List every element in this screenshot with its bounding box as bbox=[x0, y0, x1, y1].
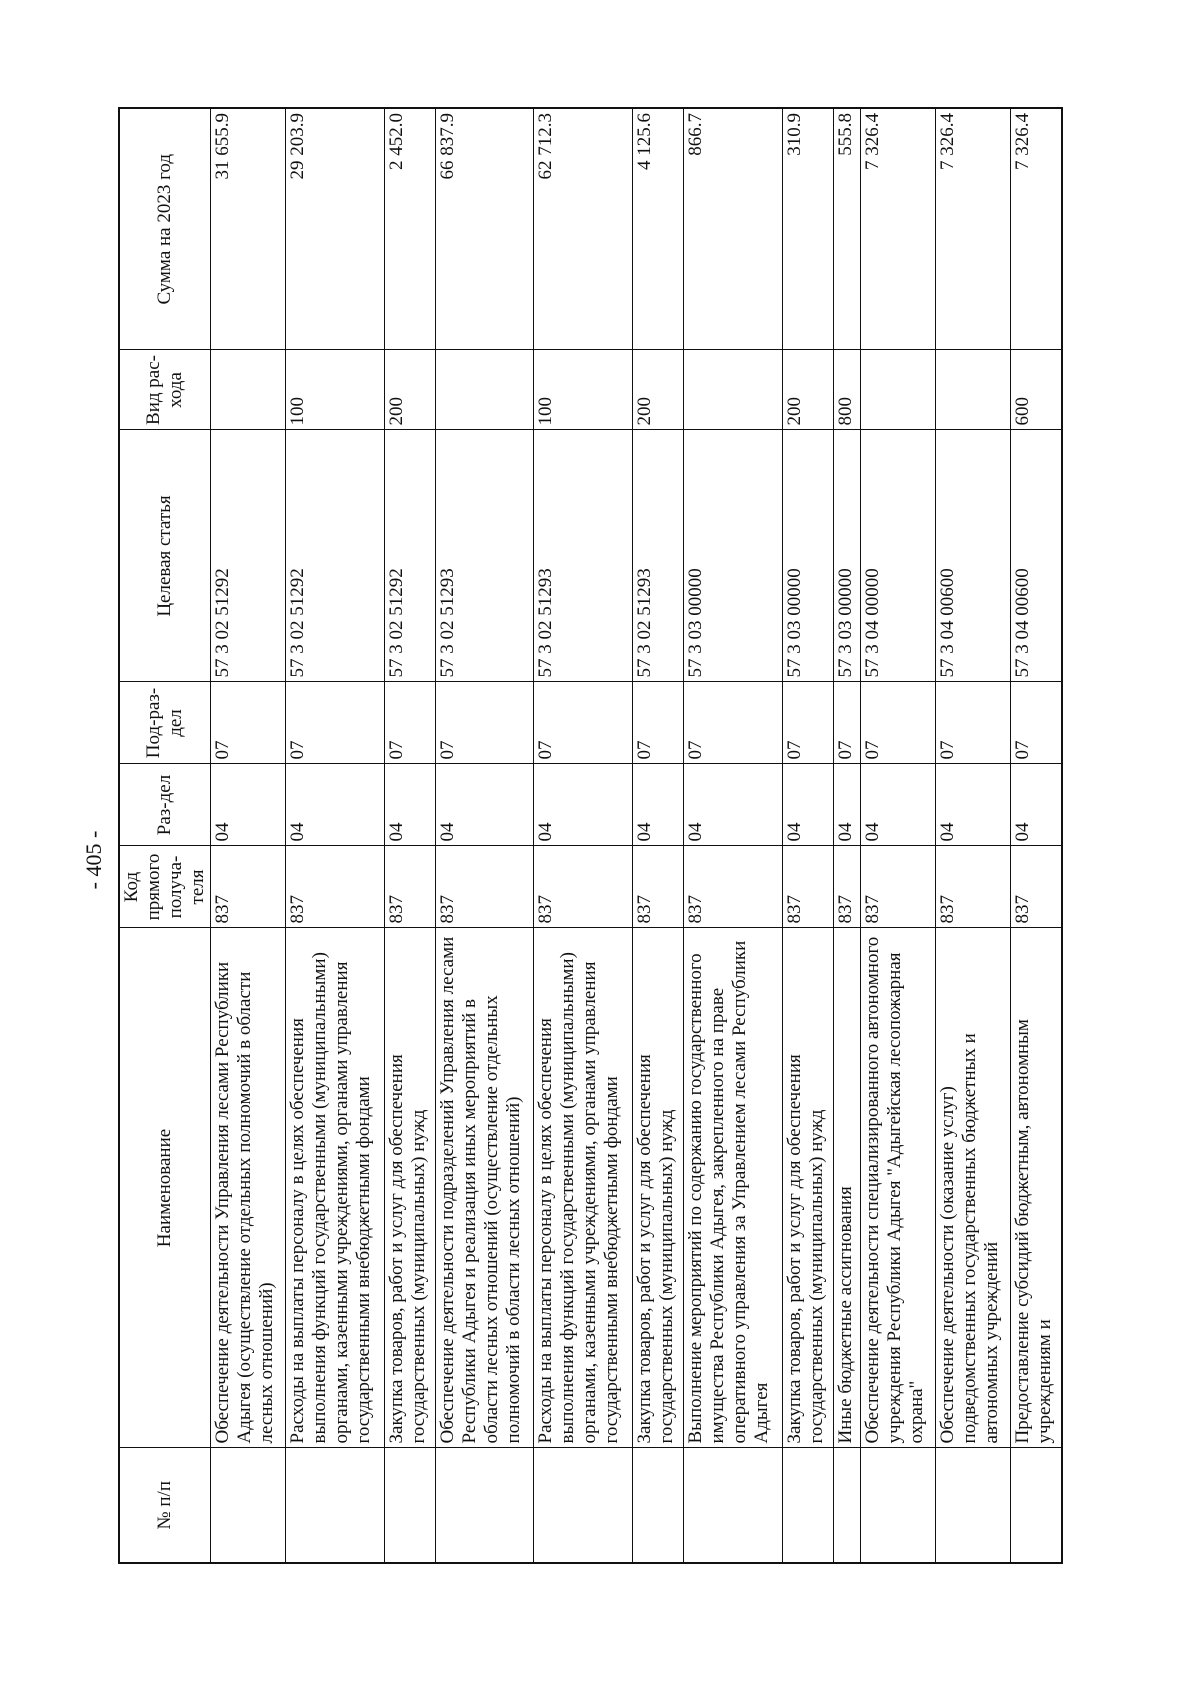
header-kod: Код прямого получа-теля bbox=[119, 846, 211, 928]
cell-kod: 837 bbox=[935, 846, 1010, 928]
header-num: № п/п bbox=[119, 1448, 211, 1563]
cell-celevaya: 57 3 04 00600 bbox=[935, 430, 1010, 682]
cell-razdel: 04 bbox=[1010, 764, 1062, 846]
cell-celevaya: 57 3 04 00600 bbox=[1010, 430, 1062, 682]
cell-kod: 837 bbox=[435, 846, 534, 928]
cell-name: Расходы на выплаты персоналу в целях обеспечения выполнения функций государственными (муниципальными) органами, казенными учреждениями, органами управления государственными внебюджетными фондами bbox=[285, 928, 384, 1448]
cell-summa: 555.8 bbox=[833, 108, 860, 350]
budget-table-container bbox=[118, 109, 1063, 1564]
cell-num bbox=[861, 1448, 936, 1563]
cell-celevaya: 57 3 02 51293 bbox=[633, 430, 684, 682]
cell-vid bbox=[861, 350, 936, 430]
cell-kod: 837 bbox=[1010, 846, 1062, 928]
cell-vid bbox=[435, 350, 534, 430]
cell-summa: 4 125.6 bbox=[633, 108, 684, 350]
cell-vid: 200 bbox=[384, 350, 435, 430]
cell-kod: 837 bbox=[833, 846, 860, 928]
cell-podrazdel: 07 bbox=[384, 682, 435, 764]
cell-podrazdel: 07 bbox=[684, 682, 783, 764]
cell-podrazdel: 07 bbox=[861, 682, 936, 764]
cell-num bbox=[534, 1448, 633, 1563]
table-row bbox=[534, 108, 633, 1563]
cell-razdel: 04 bbox=[935, 764, 1010, 846]
cell-celevaya: 57 3 02 51293 bbox=[534, 430, 633, 682]
cell-summa: 2 452.0 bbox=[384, 108, 435, 350]
cell-summa: 7 326.4 bbox=[1010, 108, 1062, 350]
cell-num bbox=[211, 1448, 286, 1563]
cell-vid: 800 bbox=[833, 350, 860, 430]
cell-kod: 837 bbox=[684, 846, 783, 928]
table-row bbox=[384, 108, 435, 1563]
cell-summa: 866.7 bbox=[684, 108, 783, 350]
table-row bbox=[935, 108, 1010, 1563]
cell-vid: 600 bbox=[1010, 350, 1062, 430]
cell-num bbox=[285, 1448, 384, 1563]
cell-name: Предоставление субсидий бюджетным, автономным учреждениям и bbox=[1010, 928, 1062, 1448]
cell-summa: 310.9 bbox=[782, 108, 833, 350]
cell-celevaya: 57 3 02 51293 bbox=[435, 430, 534, 682]
cell-num bbox=[782, 1448, 833, 1563]
cell-name: Выполнение мероприятий по содержанию государственного имущества Республики Адыгея, закрепленного на праве оперативного управления за Управлением лесами Республики Адыгея bbox=[684, 928, 783, 1448]
cell-podrazdel: 07 bbox=[935, 682, 1010, 764]
cell-vid bbox=[211, 350, 286, 430]
table-row bbox=[435, 108, 534, 1563]
cell-num bbox=[833, 1448, 860, 1563]
header-vid: Вид рас-хода bbox=[119, 350, 211, 430]
header-summa: Сумма на 2023 год bbox=[119, 108, 211, 350]
cell-razdel: 04 bbox=[211, 764, 286, 846]
cell-summa: 62 712.3 bbox=[534, 108, 633, 350]
table-row bbox=[684, 108, 783, 1563]
cell-podrazdel: 07 bbox=[435, 682, 534, 764]
cell-name: Закупка товаров, работ и услуг для обеспечения государственных (муниципальных) нужд bbox=[633, 928, 684, 1448]
cell-razdel: 04 bbox=[782, 764, 833, 846]
cell-razdel: 04 bbox=[285, 764, 384, 846]
header-podrazdel: Под-раз-дел bbox=[119, 682, 211, 764]
cell-podrazdel: 07 bbox=[633, 682, 684, 764]
cell-razdel: 04 bbox=[684, 764, 783, 846]
cell-celevaya: 57 3 03 00000 bbox=[782, 430, 833, 682]
cell-num bbox=[633, 1448, 684, 1563]
cell-celevaya: 57 3 02 51292 bbox=[285, 430, 384, 682]
cell-celevaya: 57 3 02 51292 bbox=[384, 430, 435, 682]
cell-kod: 837 bbox=[534, 846, 633, 928]
cell-razdel: 04 bbox=[861, 764, 936, 846]
table-row bbox=[833, 108, 860, 1563]
cell-kod: 837 bbox=[285, 846, 384, 928]
cell-num bbox=[935, 1448, 1010, 1563]
cell-razdel: 04 bbox=[534, 764, 633, 846]
cell-razdel: 04 bbox=[833, 764, 860, 846]
cell-summa: 66 837.9 bbox=[435, 108, 534, 350]
cell-kod: 837 bbox=[861, 846, 936, 928]
table-header-row bbox=[119, 108, 211, 1563]
cell-name: Иные бюджетные ассигнования bbox=[833, 928, 860, 1448]
cell-num bbox=[384, 1448, 435, 1563]
cell-celevaya: 57 3 02 51292 bbox=[211, 430, 286, 682]
cell-name: Обеспечение деятельности специализированного автономного учреждения Республики Адыгея "Адыгейская лесопожарная охрана" bbox=[861, 928, 936, 1448]
cell-vid bbox=[684, 350, 783, 430]
cell-razdel: 04 bbox=[633, 764, 684, 846]
cell-celevaya: 57 3 03 00000 bbox=[833, 430, 860, 682]
cell-summa: 7 326.4 bbox=[861, 108, 936, 350]
cell-kod: 837 bbox=[384, 846, 435, 928]
cell-name: Расходы на выплаты персоналу в целях обеспечения выполнения функций государственными (муниципальными) органами, казенными учреждениями, органами управления государственными внебюджетными фондами bbox=[534, 928, 633, 1448]
cell-razdel: 04 bbox=[384, 764, 435, 846]
cell-kod: 837 bbox=[782, 846, 833, 928]
cell-num bbox=[435, 1448, 534, 1563]
table-row bbox=[861, 108, 936, 1563]
cell-podrazdel: 07 bbox=[211, 682, 286, 764]
cell-summa: 29 203.9 bbox=[285, 108, 384, 350]
header-razdel: Раз-дел bbox=[119, 764, 211, 846]
cell-celevaya: 57 3 03 00000 bbox=[684, 430, 783, 682]
cell-vid: 100 bbox=[285, 350, 384, 430]
cell-podrazdel: 07 bbox=[1010, 682, 1062, 764]
cell-podrazdel: 07 bbox=[782, 682, 833, 764]
header-name: Наименование bbox=[119, 928, 211, 1448]
table-row bbox=[633, 108, 684, 1563]
cell-num bbox=[684, 1448, 783, 1563]
cell-kod: 837 bbox=[633, 846, 684, 928]
header-celevaya: Целевая статья bbox=[119, 430, 211, 682]
table-row bbox=[211, 108, 286, 1563]
cell-summa: 31 655.9 bbox=[211, 108, 286, 350]
cell-podrazdel: 07 bbox=[534, 682, 633, 764]
cell-num bbox=[1010, 1448, 1062, 1563]
cell-name: Закупка товаров, работ и услуг для обеспечения государственных (муниципальных) нужд bbox=[384, 928, 435, 1448]
table-row bbox=[1010, 108, 1062, 1563]
cell-name: Закупка товаров, работ и услуг для обеспечения государственных (муниципальных) нужд bbox=[782, 928, 833, 1448]
cell-vid: 100 bbox=[534, 350, 633, 430]
table-row bbox=[782, 108, 833, 1563]
table-row bbox=[285, 108, 384, 1563]
cell-name: Обеспечение деятельности Управления лесами Республики Адыгея (осуществление отдельных полномочий в области лесных отношений) bbox=[211, 928, 286, 1448]
cell-vid: 200 bbox=[633, 350, 684, 430]
cell-podrazdel: 07 bbox=[833, 682, 860, 764]
cell-name: Обеспечение деятельности подразделений Управления лесами Республики Адыгея и реализация иных мероприятий в области лесных отношений (осуществление отдельных полномочий в области лесных отношений) bbox=[435, 928, 534, 1448]
cell-celevaya: 57 3 04 00000 bbox=[861, 430, 936, 682]
cell-vid: 200 bbox=[782, 350, 833, 430]
cell-podrazdel: 07 bbox=[285, 682, 384, 764]
cell-summa: 7 326.4 bbox=[935, 108, 1010, 350]
cell-kod: 837 bbox=[211, 846, 286, 928]
cell-vid bbox=[935, 350, 1010, 430]
page-number: - 405 - bbox=[81, 830, 106, 890]
budget-table bbox=[118, 107, 1063, 1564]
cell-name: Обеспечение деятельности (оказание услуг) подведомственных государственных бюджетных и автономных учреждений bbox=[935, 928, 1010, 1448]
cell-razdel: 04 bbox=[435, 764, 534, 846]
